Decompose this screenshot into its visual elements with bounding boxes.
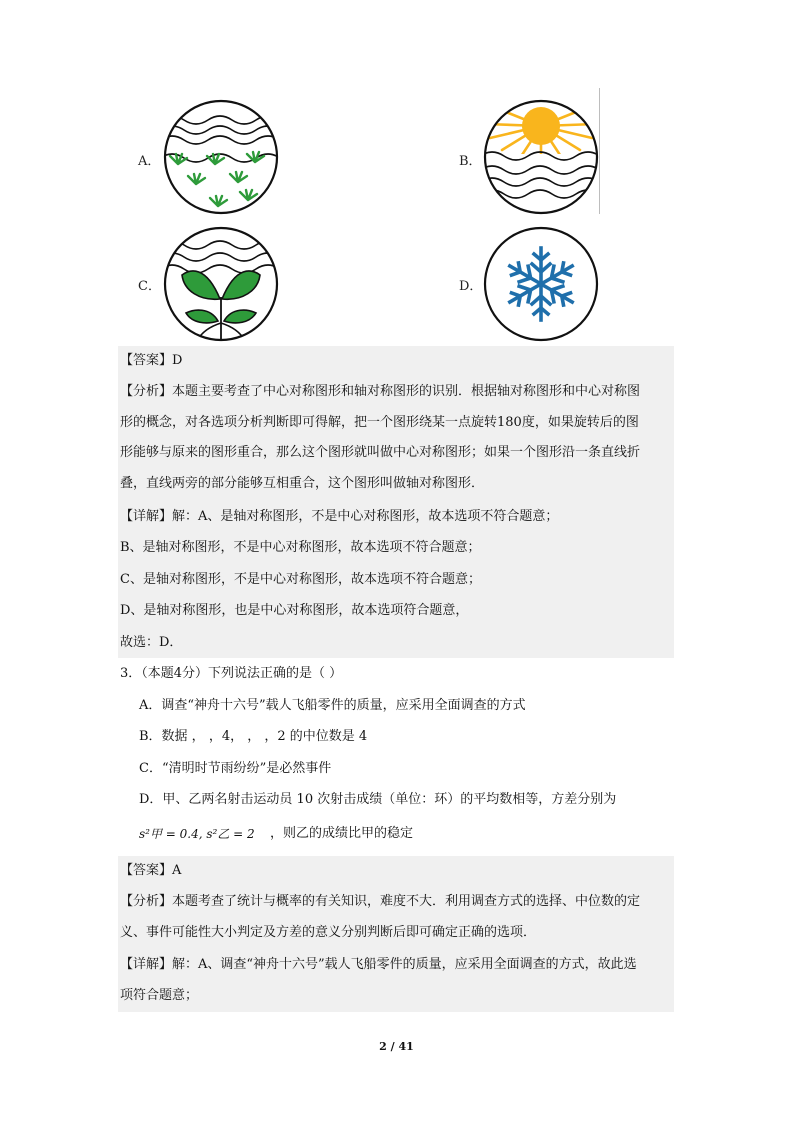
detail-q3-line2: 项符合题意； [120, 988, 199, 1003]
page-number: 2 / 41 [379, 1040, 414, 1053]
analysis-q2-line1: 【分析】本题主要考查了中心对称图形和轴对称图形的识别．根据轴对称图形和中心对称图 [120, 384, 641, 399]
figure-d-snowflake [480, 225, 602, 343]
detail-q2-line1: 【详解】解：A、是轴对称图形，不是中心对称图形，故本选项不符合题意； [120, 509, 559, 524]
option-c-label: C． [138, 279, 161, 294]
option-b-label: B． [459, 154, 482, 169]
analysis-q2-line4: 叠，直线两旁的部分能够互相重合，这个图形叫做轴对称图形． [120, 476, 485, 491]
question-3-stem: 3．（本题4分）下列说法正确的是（ ） [120, 666, 343, 681]
answer-q2: 【答案】D [120, 353, 183, 368]
figure-b-sun-waves [480, 98, 602, 216]
question-3-option-b: B．数据 ， ，4， ， ，2 的中位数是 4 [139, 729, 368, 744]
analysis-q2-line3: 形能够与原来的图形重合，那么这个图形就叫做中心对称图形；如果一个图形沿一条直线折 [120, 445, 641, 460]
figure-c-waves-sprout [160, 225, 282, 343]
figure-a-waves-grass [160, 98, 282, 216]
option-d-label: D． [459, 279, 483, 294]
answer-q3: 【答案】A [120, 863, 182, 878]
detail-q2-line4: D、是轴对称图形，也是中心对称图形，故本选项符合题意， [120, 603, 469, 618]
question-3-option-a: A．调查“神舟十六号”载人飞船零件的质量，应采用全面调查的方式 [139, 698, 526, 713]
detail-q2-line2: B、是轴对称图形，不是中心对称图形，故本选项不符合题意； [120, 540, 481, 555]
option-a-label: A． [138, 154, 161, 169]
detail-q3-line1: 【详解】解：A、调查“神舟十六号”载人飞船零件的质量，应采用全面调查的方式，故此选 [120, 957, 637, 972]
detail-q2-line5: 故选：D． [120, 635, 183, 650]
analysis-q3-line1: 【分析】本题考查了统计与概率的有关知识，难度不大．利用调查方式的选择、中位数的定 [120, 894, 641, 909]
question-3-option-d-line1: D．甲、乙两名射击运动员 10 次射击成绩（单位：环）的平均数相等，方差分别为 [139, 792, 617, 807]
analysis-q3-line2: 义、事件可能性大小判定及方差的意义分别判断后即可确定正确的选项． [120, 925, 537, 940]
analysis-q2-line2: 形的概念，对各选项分析判断即可得解，把一个图形绕某一点旋转180度，如果旋转后的图 [120, 415, 639, 430]
question-3-variance-formula: s²甲 = 0.4, s²乙 = 2 [139, 827, 255, 841]
question-3-option-d-line2: ，则乙的成绩比甲的稳定 [270, 826, 414, 841]
question-3-option-c: C．“清明时节雨纷纷”是必然事件 [139, 761, 332, 776]
detail-q2-line3: C、是轴对称图形，不是中心对称图形，故本选项不符合题意； [120, 572, 481, 587]
